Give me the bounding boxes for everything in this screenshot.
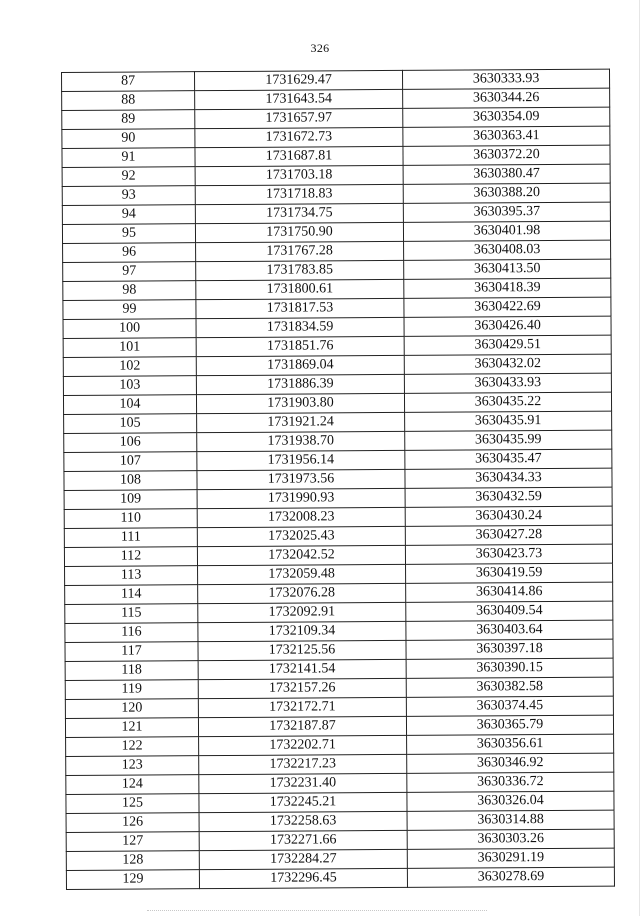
x-coordinate-cell: 1731687.81 <box>195 146 403 166</box>
x-coordinate-cell: 1732109.34 <box>198 621 406 641</box>
table-row <box>66 867 614 889</box>
y-coordinate-cell: 3630303.26 <box>407 829 614 849</box>
x-coordinate-cell: 1732172.71 <box>198 697 406 717</box>
y-coordinate-cell: 3630395.37 <box>403 202 610 222</box>
point-number-cell: 94 <box>62 205 195 225</box>
y-coordinate-cell: 3630344.26 <box>403 88 610 108</box>
y-coordinate-cell: 3630427.28 <box>405 525 612 545</box>
y-coordinate-cell: 3630422.69 <box>404 297 611 317</box>
x-coordinate-cell: 1731750.90 <box>195 222 403 242</box>
y-coordinate-cell: 3630419.59 <box>406 563 613 583</box>
point-number-cell: 116 <box>65 623 198 643</box>
point-number-cell: 89 <box>62 110 195 130</box>
y-coordinate-cell: 3630403.64 <box>406 620 613 640</box>
point-number-cell: 118 <box>65 661 198 681</box>
point-number-cell: 113 <box>65 566 198 586</box>
point-number-cell: 128 <box>66 851 199 871</box>
point-number-cell: 111 <box>64 528 197 548</box>
point-number-cell: 91 <box>62 148 195 168</box>
y-coordinate-cell: 3630433.93 <box>404 373 611 393</box>
point-number-cell: 114 <box>65 585 198 605</box>
point-number-cell: 123 <box>66 756 199 776</box>
y-coordinate-cell: 3630409.54 <box>406 601 613 621</box>
point-number-cell: 107 <box>64 452 197 472</box>
point-number-cell: 88 <box>62 91 195 111</box>
x-coordinate-cell: 1731734.75 <box>195 203 403 223</box>
x-coordinate-cell: 1732157.26 <box>198 678 406 698</box>
point-number-cell: 112 <box>64 547 197 567</box>
y-coordinate-cell: 3630336.72 <box>407 772 614 792</box>
x-coordinate-cell: 1732284.27 <box>199 849 407 869</box>
y-coordinate-cell: 3630356.61 <box>407 734 614 754</box>
x-coordinate-cell: 1732231.40 <box>199 773 407 793</box>
x-coordinate-cell: 1731629.47 <box>195 70 403 90</box>
point-number-cell: 126 <box>66 813 199 833</box>
point-number-cell: 101 <box>63 338 196 358</box>
point-number-cell: 102 <box>63 357 196 377</box>
x-coordinate-cell: 1732008.23 <box>197 507 405 527</box>
point-number-cell: 115 <box>65 604 198 624</box>
point-number-cell: 100 <box>63 319 196 339</box>
x-coordinate-cell: 1731783.85 <box>196 260 404 280</box>
page-number: 326 <box>310 41 330 55</box>
point-number-cell: 124 <box>66 775 199 795</box>
y-coordinate-cell: 3630408.03 <box>404 240 611 260</box>
x-coordinate-cell: 1731834.59 <box>196 317 404 337</box>
x-coordinate-cell: 1732059.48 <box>198 564 406 584</box>
point-number-cell: 110 <box>64 509 197 529</box>
y-coordinate-cell: 3630333.93 <box>402 69 609 89</box>
point-number-cell: 122 <box>66 737 199 757</box>
y-coordinate-cell: 3630435.47 <box>405 449 612 469</box>
y-coordinate-cell: 3630382.58 <box>406 677 613 697</box>
x-coordinate-cell: 1731938.70 <box>197 431 405 451</box>
y-coordinate-cell: 3630435.99 <box>405 430 612 450</box>
point-number-cell: 129 <box>66 870 199 890</box>
x-coordinate-cell: 1731956.14 <box>197 450 405 470</box>
y-coordinate-cell: 3630278.69 <box>407 867 614 887</box>
x-coordinate-cell: 1731817.53 <box>196 298 404 318</box>
point-number-cell: 105 <box>64 414 197 434</box>
x-coordinate-cell: 1731921.24 <box>197 412 405 432</box>
point-number-cell: 117 <box>65 642 198 662</box>
point-number-cell: 87 <box>62 72 195 92</box>
point-number-cell: 120 <box>65 699 198 719</box>
x-coordinate-cell: 1732141.54 <box>198 659 406 679</box>
y-coordinate-cell: 3630388.20 <box>403 183 610 203</box>
y-coordinate-cell: 3630426.40 <box>404 316 611 336</box>
y-coordinate-cell: 3630432.02 <box>404 354 611 374</box>
point-number-cell: 125 <box>66 794 199 814</box>
y-coordinate-cell: 3630374.45 <box>406 696 613 716</box>
y-coordinate-cell: 3630372.20 <box>403 145 610 165</box>
coordinates-table <box>61 69 615 890</box>
y-coordinate-cell: 3630434.33 <box>405 468 612 488</box>
x-coordinate-cell: 1731800.61 <box>196 279 404 299</box>
y-coordinate-cell: 3630432.59 <box>405 487 612 507</box>
x-coordinate-cell: 1732202.71 <box>199 735 407 755</box>
point-number-cell: 127 <box>66 832 199 852</box>
x-coordinate-cell: 1732025.43 <box>197 526 405 546</box>
y-coordinate-cell: 3630418.39 <box>404 278 611 298</box>
point-number-cell: 103 <box>63 376 196 396</box>
point-number-cell: 109 <box>64 490 197 510</box>
x-coordinate-cell: 1732296.45 <box>199 868 407 888</box>
x-coordinate-cell: 1731903.80 <box>196 393 404 413</box>
y-coordinate-cell: 3630390.15 <box>406 658 613 678</box>
y-coordinate-cell: 3630429.51 <box>404 335 611 355</box>
y-coordinate-cell: 3630314.88 <box>407 810 614 830</box>
y-coordinate-cell: 3630365.79 <box>406 715 613 735</box>
x-coordinate-cell: 1732258.63 <box>199 811 407 831</box>
x-coordinate-cell: 1731703.18 <box>195 165 403 185</box>
x-coordinate-cell: 1731851.76 <box>196 336 404 356</box>
y-coordinate-cell: 3630397.18 <box>406 639 613 659</box>
point-number-cell: 106 <box>64 433 197 453</box>
x-coordinate-cell: 1732125.56 <box>198 640 406 660</box>
coordinates-table-container <box>61 72 609 890</box>
x-coordinate-cell: 1732187.87 <box>198 716 406 736</box>
point-number-cell: 92 <box>62 167 195 187</box>
y-coordinate-cell: 3630413.50 <box>404 259 611 279</box>
coordinates-table-body <box>62 69 615 889</box>
x-coordinate-cell: 1732271.66 <box>199 830 407 850</box>
point-number-cell: 121 <box>65 718 198 738</box>
y-coordinate-cell: 3630435.22 <box>404 392 611 412</box>
x-coordinate-cell: 1731869.04 <box>196 355 404 375</box>
y-coordinate-cell: 3630363.41 <box>403 126 610 146</box>
point-number-cell: 98 <box>63 281 196 301</box>
y-coordinate-cell: 3630346.92 <box>407 753 614 773</box>
point-number-cell: 119 <box>65 680 198 700</box>
x-coordinate-cell: 1731657.97 <box>195 108 403 128</box>
y-coordinate-cell: 3630401.98 <box>403 221 610 241</box>
x-coordinate-cell: 1732092.91 <box>198 602 406 622</box>
y-coordinate-cell: 3630380.47 <box>403 164 610 184</box>
point-number-cell: 95 <box>62 224 195 244</box>
y-coordinate-cell: 3630414.86 <box>406 582 613 602</box>
point-number-cell: 97 <box>63 262 196 282</box>
y-coordinate-cell: 3630423.73 <box>405 544 612 564</box>
x-coordinate-cell: 1731767.28 <box>196 241 404 261</box>
y-coordinate-cell: 3630435.91 <box>405 411 612 431</box>
y-coordinate-cell: 3630291.19 <box>407 848 614 868</box>
x-coordinate-cell: 1731718.83 <box>195 184 403 204</box>
x-coordinate-cell: 1731973.56 <box>197 469 405 489</box>
point-number-cell: 96 <box>63 243 196 263</box>
y-coordinate-cell: 3630430.24 <box>405 506 612 526</box>
x-coordinate-cell: 1731886.39 <box>196 374 404 394</box>
x-coordinate-cell: 1732076.28 <box>198 583 406 603</box>
x-coordinate-cell: 1732042.52 <box>197 545 405 565</box>
point-number-cell: 90 <box>62 129 195 149</box>
point-number-cell: 99 <box>63 300 196 320</box>
point-number-cell: 104 <box>63 395 196 415</box>
y-coordinate-cell: 3630354.09 <box>403 107 610 127</box>
x-coordinate-cell: 1732245.21 <box>199 792 407 812</box>
x-coordinate-cell: 1732217.23 <box>199 754 407 774</box>
y-coordinate-cell: 3630326.04 <box>407 791 614 811</box>
x-coordinate-cell: 1731643.54 <box>195 89 403 109</box>
x-coordinate-cell: 1731672.73 <box>195 127 403 147</box>
point-number-cell: 93 <box>62 186 195 206</box>
point-number-cell: 108 <box>64 471 197 491</box>
x-coordinate-cell: 1731990.93 <box>197 488 405 508</box>
page-bottom-mark <box>147 910 487 911</box>
